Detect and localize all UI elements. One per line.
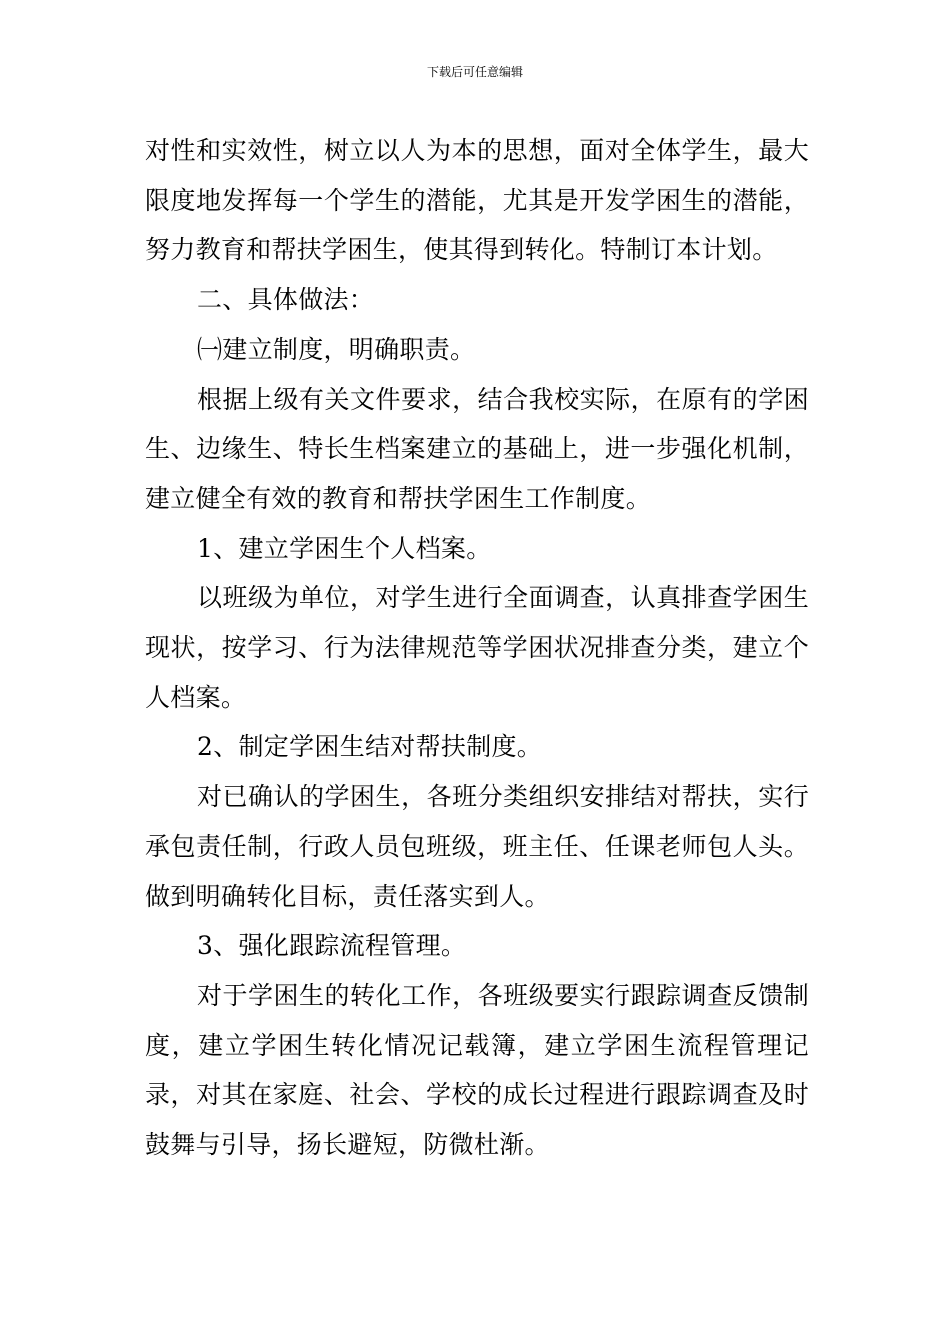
- document-body: [145, 126, 809, 1170]
- item-heading-2: 2、制定学困生结对帮扶制度。: [197, 732, 543, 762]
- section-heading-methods: 二、具体做法：: [197, 285, 375, 315]
- paragraph-item-3-body: 对于学困生的转化工作，各班级要实行跟踪调查反馈制度，建立学困生转化情况记载簿，建立学困生流程管理记录，对其在家庭、社会、学校的成长过程进行跟踪调查及时鼓舞与引导，扬长避短，防微杜渐。: [145, 980, 809, 1160]
- paragraph-continuation: 对性和实效性，树立以人为本的思想，面对全体学生，最大限度地发挥每一个学生的潜能，尤其是开发学困生的潜能，努力教育和帮扶学困生，使其得到转化。特制订本计划。: [145, 136, 809, 265]
- paragraph-item-1-body: 以班级为单位，对学生进行全面调查，认真排查学困生现状，按学习、行为法律规范等学困状况排查分类，建立个人档案。: [145, 583, 809, 712]
- subsection-heading-system: ㈠建立制度，明确职责。: [197, 334, 476, 364]
- paragraph-item-2-body: 对已确认的学困生，各班分类组织安排结对帮扶，实行承包责任制，行政人员包班级，班主任、任课老师包人头。做到明确转化目标，责任落实到人。: [145, 782, 809, 911]
- paragraph-system-body: 根据上级有关文件要求，结合我校实际，在原有的学困生、边缘生、特长生档案建立的基础上，进一步强化机制，建立健全有效的教育和帮扶学困生工作制度。: [145, 384, 809, 513]
- page-header: 下载后可任意编辑: [426, 65, 523, 79]
- item-heading-3: 3、强化跟踪流程管理。: [197, 931, 467, 961]
- item-heading-1: 1、建立学困生个人档案。: [197, 533, 492, 563]
